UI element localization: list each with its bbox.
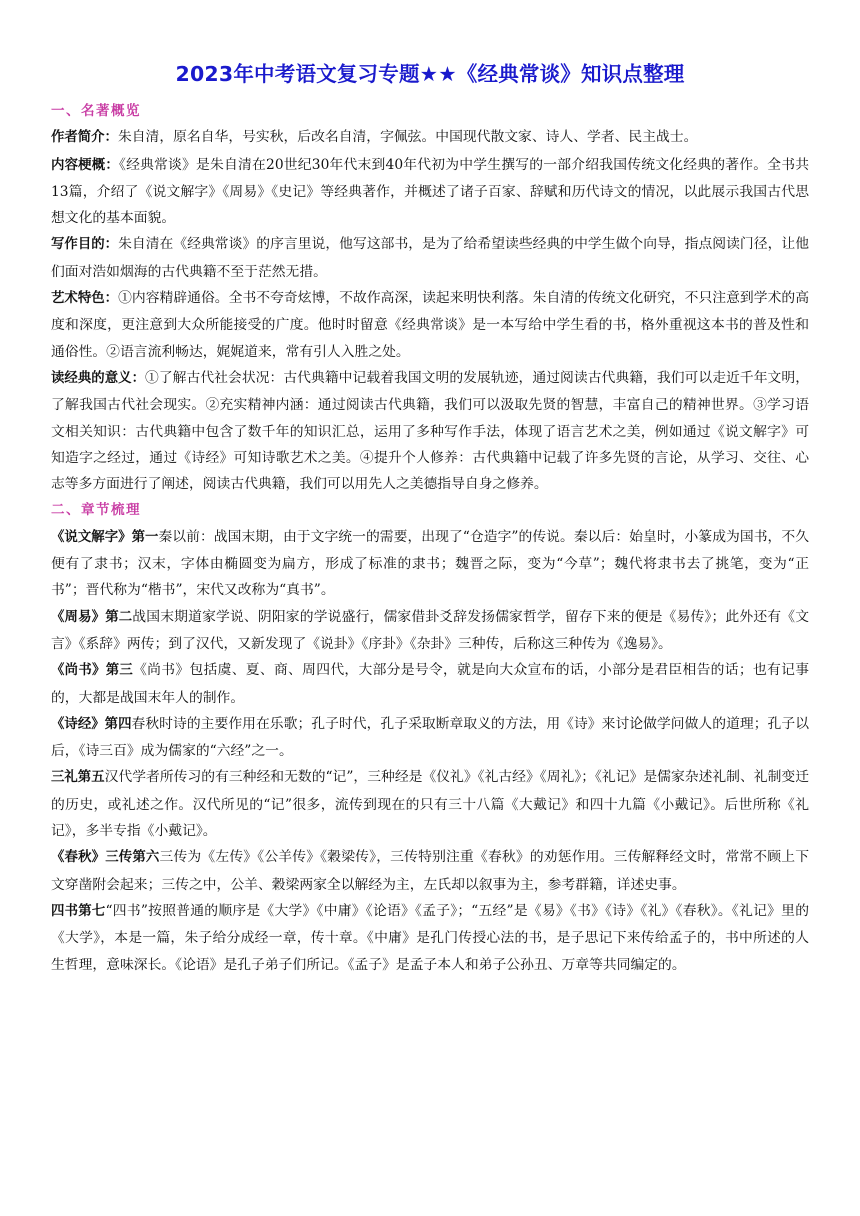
paragraph-label: 作者简介： — [51, 130, 118, 146]
document-title: 2023年中考语文复习专题★★《经典常谈》知识点整理 — [175, 62, 685, 86]
paragraph-chapter-4 — [51, 711, 809, 765]
paragraph-label: 内容梗概： — [51, 157, 119, 173]
section-heading-chapters: 二、章节梳理 — [51, 502, 141, 519]
section-heading-overview: 一、名著概览 — [51, 103, 141, 119]
paragraph-text: 战国末期道家学说、阴阳家的学说盛行，儒家借卦爻辞发扬儒家哲学，留存下来的便是《易传》；此外还有《文言》《系辞》两传；到了汉代，又新发现了《说卦》《序卦》《杂卦》三种传，后称这三种传为《逸易》。 — [51, 608, 809, 652]
paragraph-label: 《诗经》第四 — [51, 716, 132, 732]
paragraph-text: 汉代学者所传习的有三种经和无数的“记”，三种经是《仪礼》《礼古经》《周礼》；《礼记》是儒家杂述礼制、礼制变迁的历史，或礼述之作。汉代所见的“记”很多，流传到现在的只有三十八篇《大戴记》和四十九篇《小戴记》。后世所称《礼记》，多半专指《小戴记》。 — [51, 769, 810, 840]
paragraph-text: 三传为《左传》《公羊传》《穀梁传》，三传特别注重《春秋》的劝惩作用。三传解释经文时，常常不顾上下文穿凿附会起来；三传之中，公羊、穀梁两家全以解经为主，左氏却以叙事为主，参考群籍，详述史事。 — [51, 849, 809, 893]
paragraph-chapter-2 — [51, 604, 809, 658]
paragraph-label: 三礼第五 — [51, 770, 105, 786]
document-body — [51, 98, 809, 978]
paragraph-purpose — [51, 231, 809, 285]
paragraph-chapter-7 — [51, 898, 809, 978]
paragraph-label: 读经典的意义： — [51, 370, 145, 386]
paragraph-label: 四书第七 — [51, 903, 106, 919]
paragraph-text: 秦以前：战国末期，由于文字统一的需要，出现了“仓造字”的传说。秦以后：始皇时，小篆成为国书，不久便有了隶书；汉末，字体由椭圆变为扁方，形成了标准的隶书；魏晋之际，变为“今草”；魏代将隶书去了挑笔，变为“正书”；晋代称为“楷书”，宋代又改称为“真书”。 — [51, 528, 810, 599]
paragraph-features — [51, 285, 809, 365]
paragraph-label: 《春秋》三传第六 — [51, 850, 160, 866]
paragraph-text: 《尚书》包括虞、夏、商、周四代，大部分是号令，就是向大众宣布的话，小部分是君臣相告的话；也有记事的，大都是战国末年人的制作。 — [51, 662, 810, 706]
paragraph-significance — [51, 365, 809, 497]
paragraph-text: ①内容精辟通俗。全书不夸奇炫博，不故作高深，读起来明快利落。朱自清的传统文化研究，不只注意到学术的高度和深度，更注意到大众所能接受的广度。他时时留意《经典常谈》是一本写给中学生看的书，格外重视这本书的普及性和通俗性。②语言流利畅达，娓娓道来，常有引人入胜之处。 — [51, 290, 810, 360]
paragraph-text: 《经典常谈》是朱自清在20世纪30年代末到40年代初为中学生撰写的一部介绍我国传统文化经典的著作。全书共13篇，介绍了《说文解字》《周易》《史记》等经典著作，并概述了诸子百家、辞赋和历代诗文的情况，以此展示我国古代思想文化的基本面貌。 — [51, 156, 810, 227]
paragraph-text: 朱自清，原名自华，号实秋，后改名自清，字佩弦。中国现代散文家、诗人、学者、民主战士。 — [117, 129, 698, 146]
paragraph-text: 春秋时诗的主要作用在乐歌；孔子时代，孔子采取断章取义的方法，用《诗》来讨论做学问做人的道理；孔子以后，《诗三百》成为儒家的“六经”之一。 — [51, 715, 810, 760]
paragraph-chapter-1 — [51, 524, 809, 604]
paragraph-chapter-3 — [51, 657, 809, 711]
paragraph-chapter-5 — [51, 764, 809, 844]
paragraph-author — [51, 124, 809, 151]
paragraph-label: 《说文解字》第一 — [51, 529, 159, 545]
paragraph-text: ①了解古代社会状况：古代典籍中记载着我国文明的发展轨迹，通过阅读古代典籍，我们可以走近千年文明，了解我国古代社会现实。②充实精神内涵：通过阅读古代典籍，我们可以汲取先贤的智慧，丰富自己的精神世界。③学习语文相关知识：古代典籍中包含了数千年的知识汇总，运用了多种写作手法，体现了语言艺术之美，例如通过《说文解字》可知造字之经过，通过《诗经》可知诗歌艺术之美。④提升个人修养：古代典籍中记载了许多先贤的言论，从学习、交往、心志等多方面进行了阐述，阅读古代典籍，我们可以用先人之美德指导自身之修养。 — [51, 369, 810, 493]
paragraph-label: 写作目的： — [51, 237, 119, 253]
paragraph-summary — [51, 152, 809, 232]
paragraph-text: “四书”按照普通的顺序是《大学》《中庸》《论语》《孟子》；“五经”是《易》《书》《诗》《礼》《春秋》。《礼记》里的《大学》，本是一篇，朱子给分成经一章，传十章。《中庸》是孔门传授心法的书，是子思记下来传给孟子的，书中所述的人生哲理，意味深长。《论语》是孔子弟子们所记。《孟子》是孟子本人和弟子公孙丑、万章等共同编定的。 — [51, 902, 809, 973]
paragraph-chapter-6 — [51, 844, 809, 898]
paragraph-label: 《尚书》第三 — [51, 663, 134, 679]
paragraph-text: 朱自清在《经典常谈》的序言里说，他写这部书，是为了给希望读些经典的中学生做个向导，指点阅读门径，让他们面对浩如烟海的古代典籍不至于茫然无措。 — [51, 236, 810, 280]
paragraph-label: 艺术特色： — [51, 291, 119, 307]
paragraph-label: 《周易》第二 — [51, 609, 133, 625]
